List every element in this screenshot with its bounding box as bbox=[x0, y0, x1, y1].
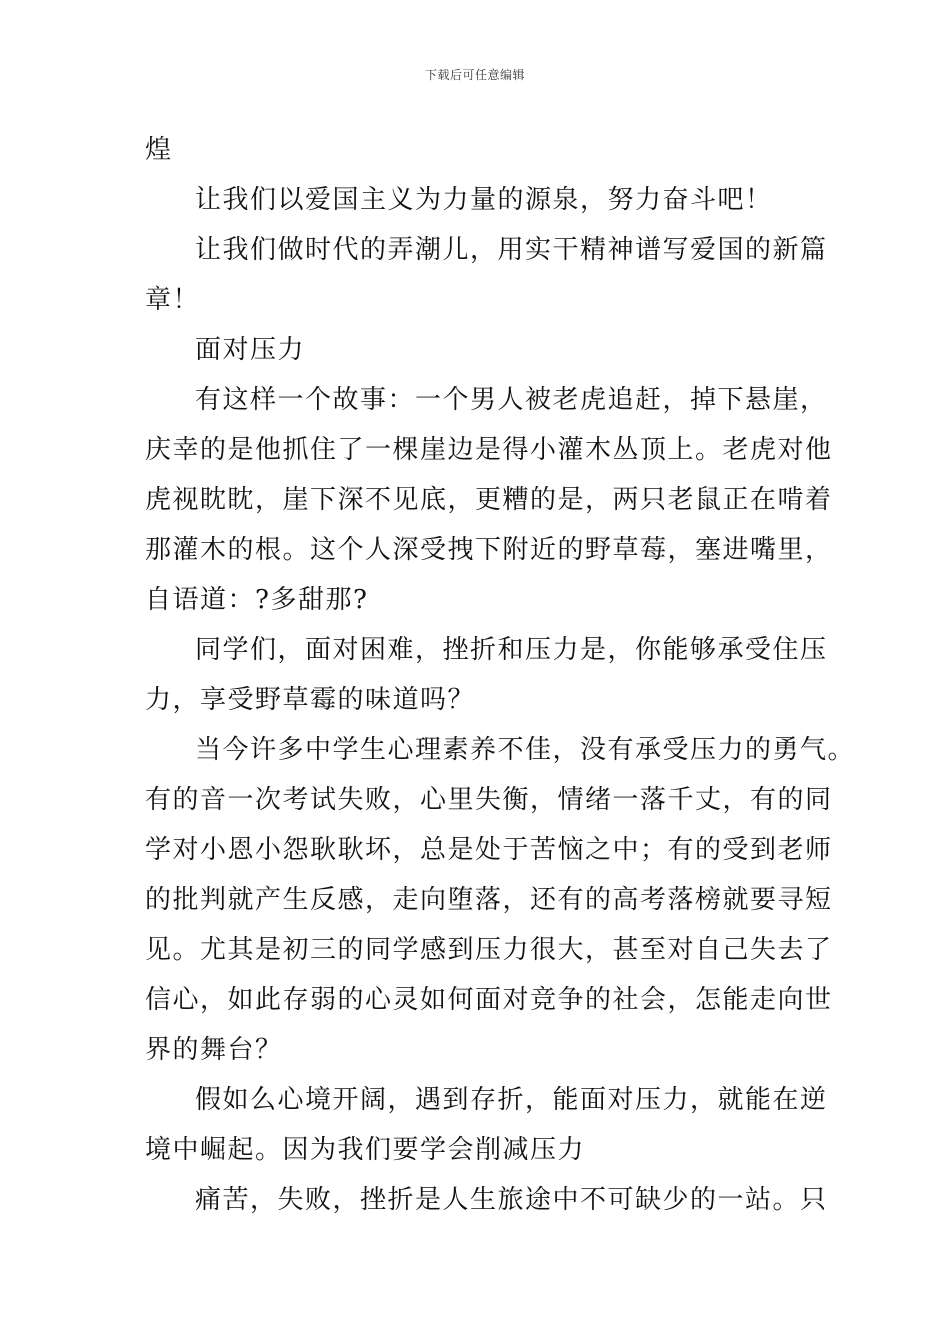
text-line: 境中崛起。因为我们要学会削减压力 bbox=[145, 1135, 586, 1165]
text-line: 假如么心境开阔，遇到存折，能面对压力，就能在逆 bbox=[195, 1085, 828, 1115]
text-line: 有的音一次考试失败，心里失衡，情绪一落千丈，有的同 bbox=[145, 785, 833, 815]
text-line: 的批判就产生反感，走向堕落，还有的高考落榜就要寻短 bbox=[145, 885, 833, 915]
text-line: 煌 bbox=[145, 135, 173, 165]
text-line: 自语道：?多甜那? bbox=[145, 585, 369, 615]
text-line: 见。尤其是初三的同学感到压力很大，甚至对自己失去了 bbox=[145, 935, 833, 965]
text-line: 同学们，面对困难，挫折和压力是，你能够承受住压 bbox=[195, 635, 828, 665]
text-line: 那灌木的根。这个人深受拽下附近的野草莓，塞进嘴里， bbox=[145, 535, 833, 565]
text-line: 让我们做时代的弄潮儿，用实干精神谱写爱国的新篇 bbox=[195, 235, 828, 265]
page-header: 下载后可任意编辑 bbox=[424, 68, 525, 82]
text-line: 当今许多中学生心理素养不佳，没有承受压力的勇气。 bbox=[195, 735, 856, 765]
text-line: 学对小恩小怨耿耿坏，总是处于苦恼之中；有的受到老师 bbox=[145, 835, 833, 865]
text-line: 虎视眈眈，崖下深不见底，更糟的是，两只老鼠正在啃着 bbox=[145, 485, 833, 515]
section-heading: 面对压力 bbox=[195, 335, 306, 365]
text-line: 章！ bbox=[145, 285, 201, 315]
text-line: 有这样一个故事：一个男人被老虎追赶，掉下悬崖， bbox=[195, 385, 828, 415]
text-line: 界的舞台？ bbox=[145, 1035, 283, 1065]
text-line: 信心，如此存弱的心灵如何面对竞争的社会，怎能走向世 bbox=[145, 985, 833, 1015]
text-line: 庆幸的是他抓住了一棵崖边是得小灌木丛顶上。老虎对他 bbox=[145, 435, 833, 465]
text-line: 让我们以爱国主义为力量的源泉，努力奋斗吧！ bbox=[195, 185, 773, 215]
text-line: 力，享受野草霉的味道吗？ bbox=[145, 685, 476, 715]
text-line: 痛苦，失败，挫折是人生旅途中不可缺少的一站。只 bbox=[195, 1185, 828, 1215]
